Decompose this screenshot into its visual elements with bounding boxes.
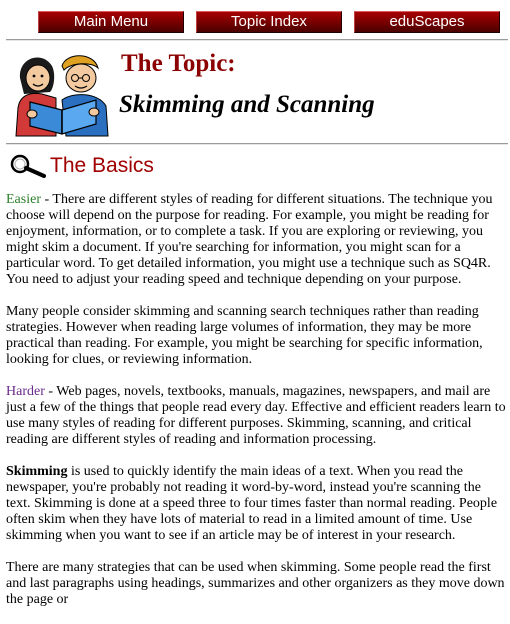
term-skimming: Skimming	[6, 464, 68, 479]
topic-label: The Topic:	[121, 50, 236, 77]
paragraph: There are many strategies that can be used when skimming. Some people read the first and last paragraphs using headings, summarizes and other organizers as they move down the page or	[6, 560, 505, 607]
eduscapes-button[interactable]: eduScapes	[354, 11, 500, 33]
level-harder-label: Harder	[6, 384, 45, 399]
paragraph-text: is used to quickly identify the main ideas of a text. When you read the newspaper, you're probably not reading it word-by-word, instead you're scanning the text. Skimming is done at a speed three to four times faster than normal reading. People often skim when they have lots of material to read in a limited amount of time. Use skimming when you want to see if an article may be of interest in your research.	[6, 464, 498, 543]
paragraph-easier	[6, 192, 506, 288]
paragraph: Many people consider skimming and scanning search techniques rather than reading strategies. However when reading large volumes of information, they may be more practical than reading. For example, you might be searching for specific information, looking for clues, or reviewing information.	[6, 304, 483, 367]
paragraph-text: - There are different styles of reading for different situations. The technique you choose will depend on the purpose for reading. For example, you might be reading for enjoyment, information, or to complete a task. If you are exploring or reviewing, you might skim a document. If you're searching for information, you might scan for a particular word. To get detailed information, you might use a technique such as SQ4R. You need to adjust your reading speed and technique depending on your purpose.	[6, 192, 493, 287]
section-title: The Basics	[50, 154, 154, 177]
paragraph-skimming	[6, 464, 506, 544]
main-menu-button[interactable]: Main Menu	[38, 11, 184, 33]
top-navigation	[38, 11, 500, 33]
kids-reading-book-icon	[12, 48, 112, 138]
paragraph-text: - Web pages, novels, textbooks, manuals, magazines, newspapers, and mail are just a few of the things that people read every day. Effective and efficient readers learn to use many styles of reading for different purposes. Skimming, scanning, and critical reading are different styles of reading and information processing.	[6, 384, 506, 447]
topic-index-button[interactable]: Topic Index	[196, 11, 342, 33]
header-divider	[6, 143, 508, 145]
level-easier-label: Easier	[6, 192, 41, 207]
paragraph-harder	[6, 384, 506, 448]
magnifying-glass-icon	[10, 154, 48, 178]
page-title: Skimming and Scanning	[119, 91, 375, 118]
top-divider	[6, 39, 508, 41]
article-body	[6, 192, 506, 624]
